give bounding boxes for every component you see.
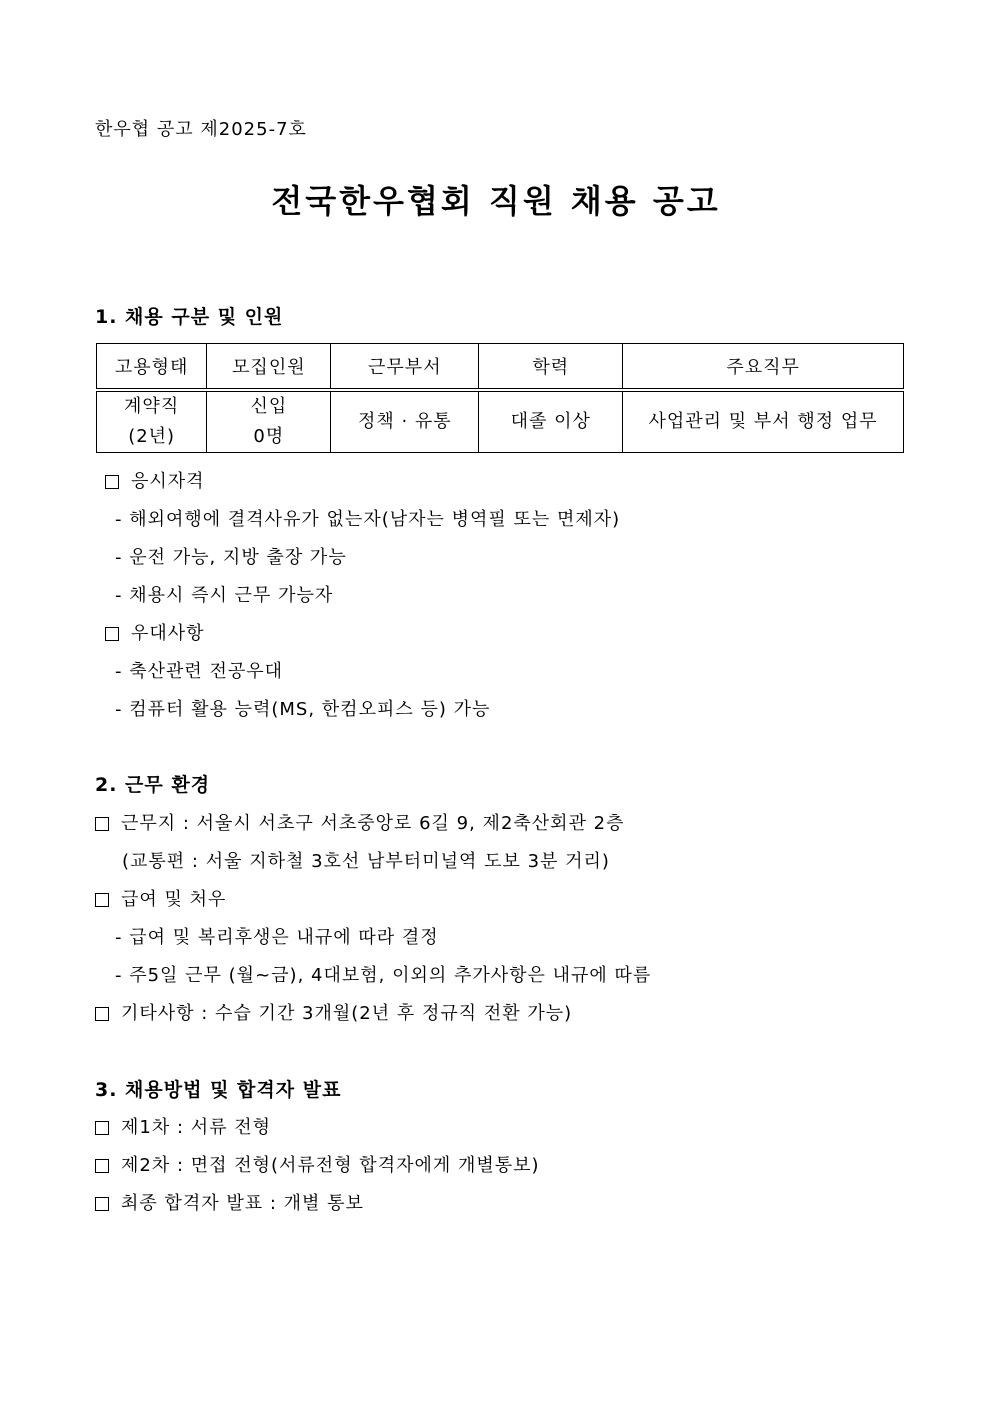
- preference-label: 우대사항: [131, 623, 205, 644]
- header-employment-type: 고용형태: [97, 344, 207, 391]
- list-item: [95, 1151, 540, 1177]
- header-duty: 주요직무: [623, 344, 904, 391]
- checkbox-square-icon: [95, 1197, 109, 1211]
- cell-duty: 사업관리 및 부서 행정 업무: [623, 390, 904, 453]
- cell-headcount: [207, 390, 331, 453]
- location-text: 근무지 : 서울시 서초구 서초중앙로 6길 9, 제2축산회관 2층: [121, 813, 625, 834]
- method-item-text: 최종 합격자 발표 : 개별 통보: [121, 1193, 364, 1214]
- table-header-row: [97, 344, 904, 391]
- list-item: - 급여 및 복리후생은 내규에 따라 결정: [115, 927, 439, 948]
- list-item: - 채용시 즉시 근무 가능자: [115, 585, 334, 606]
- page-title: 전국한우협회 직원 채용 공고: [271, 182, 721, 220]
- list-item: - 컴퓨터 활용 능력(MS, 한컴오피스 등) 가능: [115, 699, 491, 720]
- cell-type-line1: 계약직: [124, 396, 180, 417]
- header-education: 학력: [479, 344, 623, 391]
- salary-label-line: [95, 885, 226, 911]
- cell-education: 대졸 이상: [479, 390, 623, 453]
- cell-count-line1: 신입: [250, 396, 288, 417]
- list-item: [95, 1189, 364, 1215]
- list-item: - 주5일 근무 (월~금), 4대보험, 이외의 추가사항은 내규에 따름: [115, 965, 652, 986]
- header-headcount: 모집인원: [207, 344, 331, 391]
- recruit-table: [96, 343, 904, 453]
- etc-line: [95, 999, 572, 1025]
- section2-heading: 2. 근무 환경: [95, 774, 211, 796]
- checkbox-square-icon: [95, 1159, 109, 1173]
- list-item: - 축산관련 전공우대: [115, 661, 284, 682]
- cell-count-line2: 0명: [253, 426, 285, 447]
- etc-text: 기타사항 : 수습 기간 3개월(2년 후 정규직 전환 가능): [121, 1003, 573, 1024]
- list-item: - 운전 가능, 지방 출장 가능: [115, 547, 347, 568]
- qualification-label-line: [105, 467, 205, 493]
- header-department: 근무부서: [331, 344, 479, 391]
- checkbox-square-icon: [105, 627, 119, 641]
- checkbox-square-icon: [105, 475, 119, 489]
- list-item: [95, 1113, 271, 1139]
- location-line: [95, 809, 625, 835]
- salary-label: 급여 및 처우: [121, 889, 227, 910]
- cell-department: 정책 · 유통: [331, 390, 479, 453]
- notice-number: 한우협 공고 제2025-7호: [95, 119, 307, 140]
- preference-label-line: [105, 619, 205, 645]
- checkbox-square-icon: [95, 817, 109, 831]
- table-row: [97, 390, 904, 453]
- cell-type-line2: (2년): [128, 426, 176, 447]
- list-item: - 해외여행에 결격사유가 없는자(남자는 병역필 또는 면제자): [115, 509, 621, 530]
- method-item-text: 제1차 : 서류 전형: [121, 1117, 272, 1138]
- checkbox-square-icon: [95, 1121, 109, 1135]
- transport-text: (교통편 : 서울 지하철 3호선 남부터미널역 도보 3분 거리): [122, 851, 610, 872]
- checkbox-square-icon: [95, 1007, 109, 1021]
- section1-heading: 1. 채용 구분 및 인원: [95, 306, 284, 328]
- method-item-text: 제2차 : 면접 전형(서류전형 합격자에게 개별통보): [121, 1155, 540, 1176]
- qualification-label: 응시자격: [131, 471, 205, 492]
- section3-heading: 3. 채용방법 및 합격자 발표: [95, 1079, 342, 1101]
- checkbox-square-icon: [95, 893, 109, 907]
- cell-employment-type: [97, 390, 207, 453]
